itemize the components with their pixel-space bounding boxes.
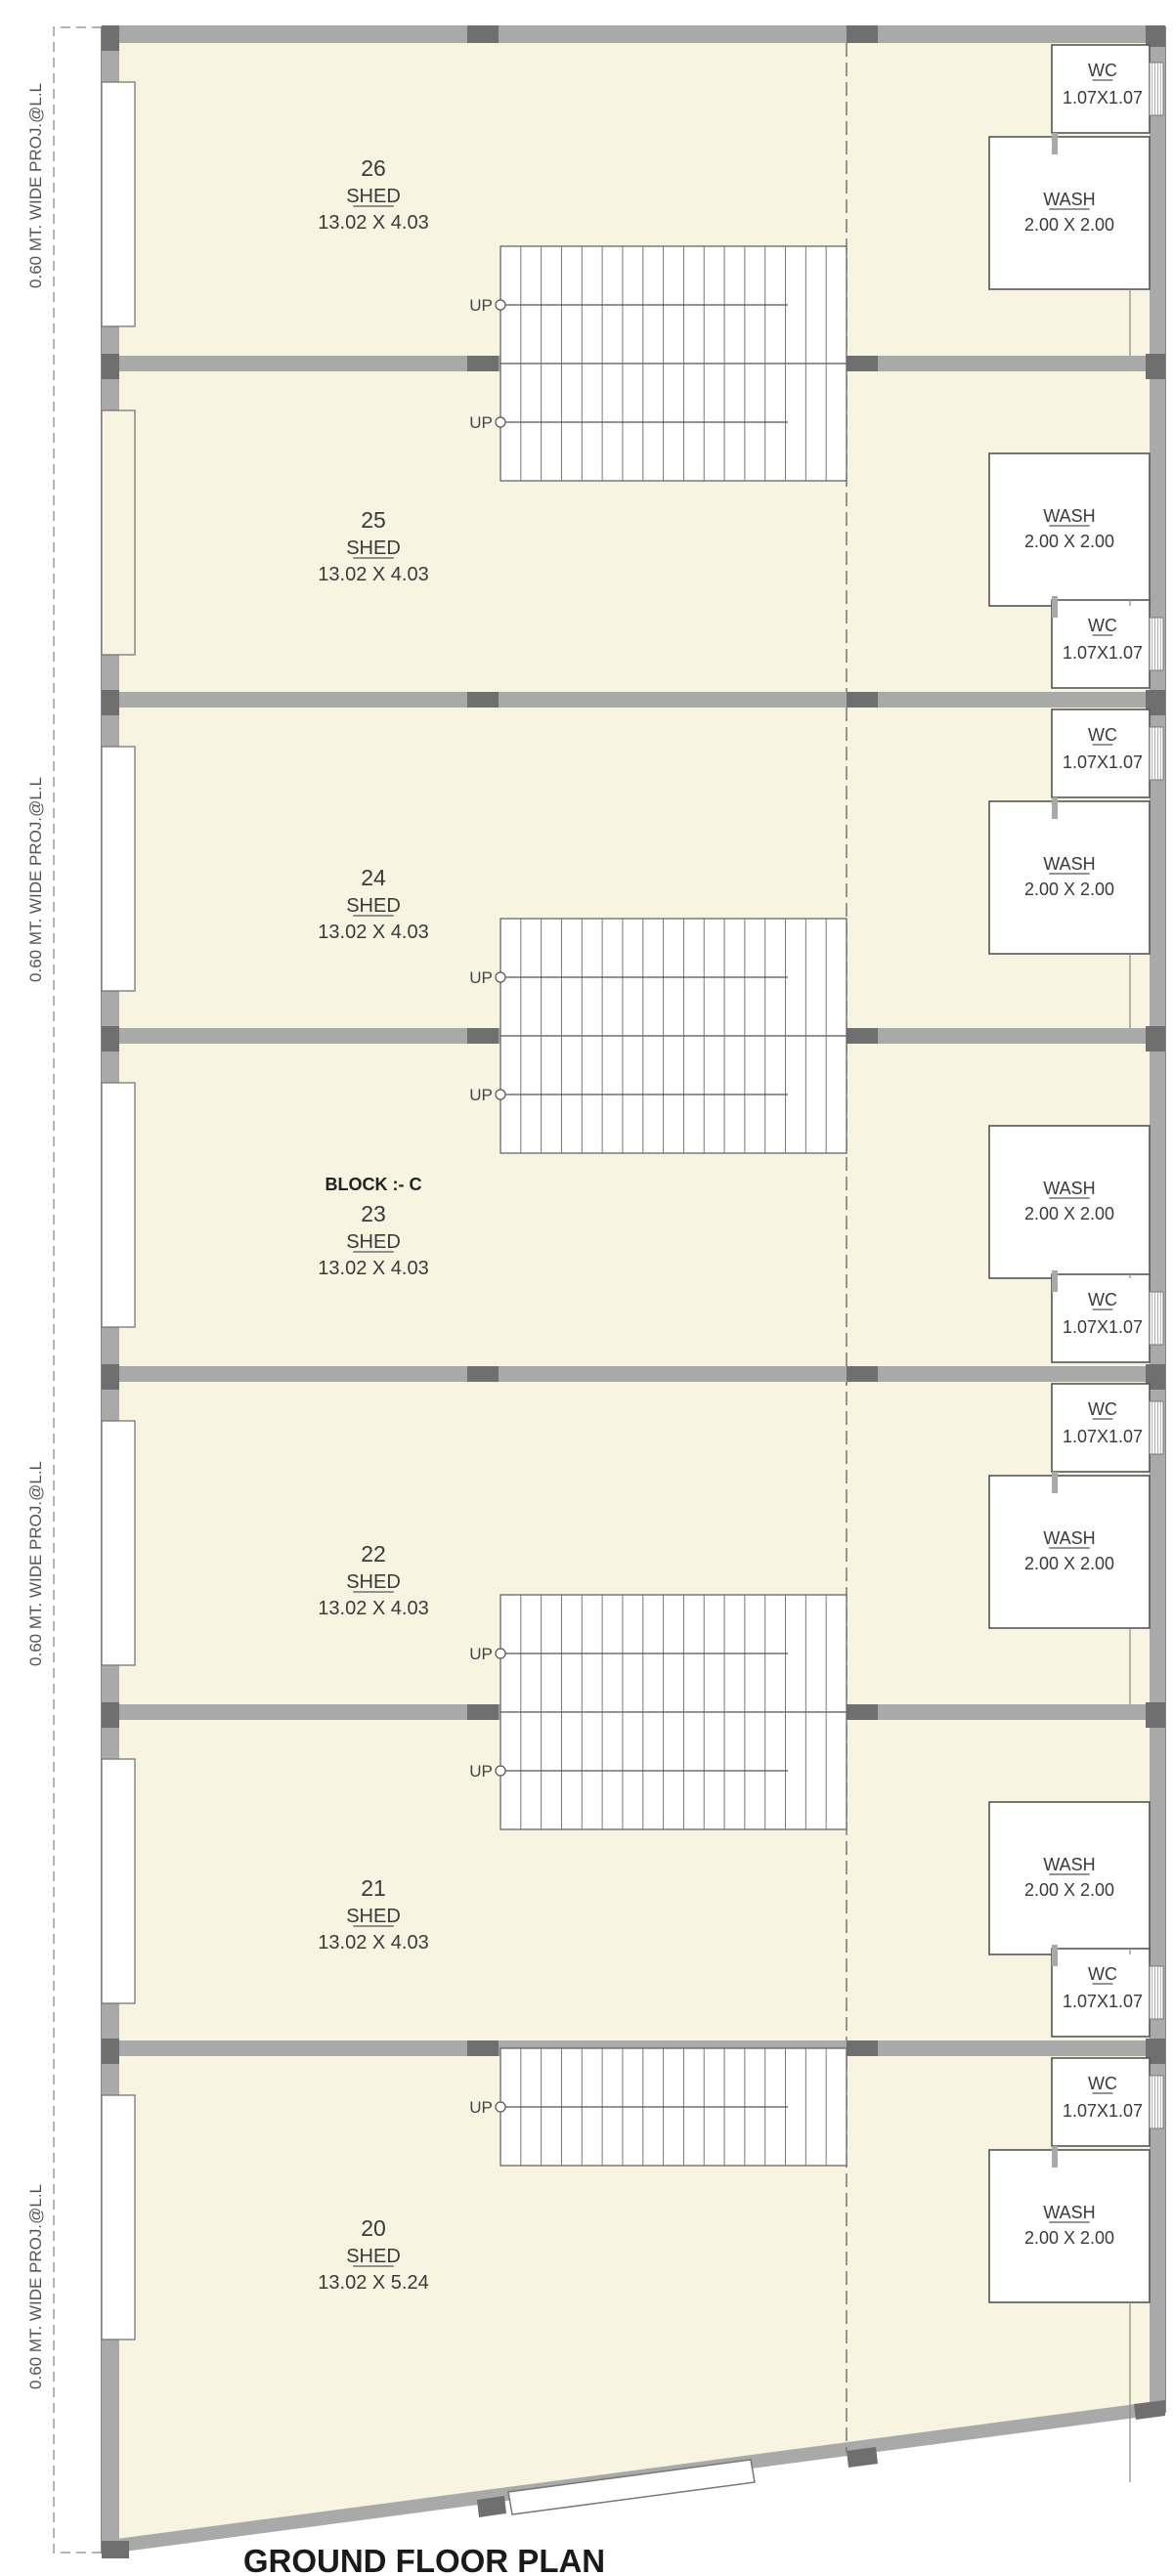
wc-size: 1.07X1.07: [1062, 88, 1144, 107]
wash-label: WASH: [1043, 1528, 1096, 1548]
unit-type: SHED: [346, 1571, 401, 1593]
column: [102, 1702, 119, 1728]
wc-vent: [1150, 727, 1163, 780]
unit-number: 24: [361, 865, 386, 890]
column: [102, 354, 119, 379]
unit-size: 13.02 X 4.03: [318, 922, 429, 943]
front-window: [102, 82, 135, 326]
column: [467, 1366, 499, 1382]
wc-vent: [1150, 1292, 1163, 1345]
unit-number: 25: [361, 507, 386, 533]
unit-type: SHED: [346, 1906, 401, 1927]
projection-notes: [26, 83, 45, 2389]
wc-label: WC: [1088, 61, 1117, 80]
unit-type: SHED: [346, 1231, 401, 1253]
projection-note-2: 0.60 MT. WIDE PROJ.@L.L: [26, 777, 45, 982]
column: [1146, 354, 1165, 379]
stair-up-label: UP: [469, 2098, 493, 2117]
column: [847, 1028, 878, 1044]
column: [847, 25, 878, 43]
column: [847, 1704, 878, 1720]
unit-type: SHED: [346, 537, 401, 559]
wash-room: [989, 137, 1150, 289]
wc-door-jamb: [1052, 797, 1058, 819]
wash-size: 2.00 X 2.00: [1023, 1554, 1115, 1573]
stair-start-marker: [496, 1766, 505, 1776]
stair-start-marker: [496, 2102, 505, 2112]
unit-number: 22: [361, 1541, 386, 1567]
wc-label: WC: [1088, 2074, 1117, 2093]
wc-door-jamb: [1052, 1270, 1058, 1292]
wc-door-jamb: [1052, 596, 1058, 618]
wash-size: 2.00 X 2.00: [1023, 1880, 1115, 1900]
unit-type: SHED: [346, 895, 401, 917]
column: [467, 25, 499, 43]
party-wall: [102, 692, 1165, 708]
wash-label: WASH: [1043, 506, 1096, 526]
column: [467, 1704, 499, 1720]
column: [847, 356, 878, 371]
projection-boundary: [54, 27, 102, 2553]
unit-type: SHED: [346, 186, 401, 207]
wc-vent: [1150, 63, 1163, 115]
wash-size: 2.00 X 2.00: [1023, 1204, 1115, 1224]
wash-size: 2.00 X 2.00: [1023, 532, 1115, 551]
top-wall: [102, 25, 1165, 43]
front-window: [102, 747, 135, 991]
column: [847, 1366, 878, 1382]
drawing-title: GROUND FLOOR PLAN: [242, 2543, 606, 2576]
unit-number: 26: [361, 155, 386, 181]
wc-size: 1.07X1.07: [1062, 1992, 1144, 2011]
front-window: [102, 1083, 135, 1327]
wc-label: WC: [1088, 1399, 1117, 1419]
stair-start-marker: [496, 972, 505, 982]
unit-number: 23: [361, 1201, 386, 1226]
column: [847, 2040, 878, 2056]
stair-up-label: UP: [469, 968, 493, 987]
wc-size: 1.07X1.07: [1062, 1427, 1144, 1446]
column: [102, 1364, 119, 1390]
wash-label: WASH: [1043, 2203, 1096, 2222]
front-window: [102, 410, 135, 655]
wc-label: WC: [1088, 1964, 1117, 1984]
wc-vent: [1150, 618, 1163, 670]
unit-size: 13.02 X 4.03: [318, 1258, 429, 1279]
wc-size: 1.07X1.07: [1062, 2101, 1144, 2121]
wash-label: WASH: [1043, 1179, 1096, 1198]
column: [102, 690, 119, 715]
column: [847, 692, 878, 708]
wash-label: WASH: [1043, 854, 1096, 874]
stair-up-label: UP: [469, 413, 493, 432]
unit-number: 21: [361, 1875, 386, 1901]
wc-door-jamb: [1052, 1472, 1058, 1493]
column: [1146, 1702, 1165, 1728]
unit-size: 13.02 X 5.24: [318, 2272, 429, 2294]
wash-room: [989, 2150, 1150, 2302]
column: [102, 2039, 119, 2064]
wc-label: WC: [1088, 1290, 1117, 1309]
wash-size: 2.00 X 2.00: [1023, 880, 1115, 899]
wc-size: 1.07X1.07: [1062, 752, 1144, 772]
wc-door-jamb: [1052, 2146, 1058, 2168]
block-label: BLOCK :- C: [325, 1175, 422, 1194]
wc-door-jamb: [1052, 133, 1058, 154]
wash-room: [989, 1802, 1150, 1954]
wc-label: WC: [1088, 616, 1117, 635]
stair-start-marker: [496, 300, 505, 310]
wc-vent: [1150, 2076, 1163, 2128]
wc-vent: [1150, 1401, 1163, 1454]
unit-size: 13.02 X 4.03: [318, 564, 429, 585]
front-window: [102, 2095, 135, 2340]
unit-number: 20: [361, 2215, 386, 2241]
wc-size: 1.07X1.07: [1062, 643, 1144, 663]
column: [467, 692, 499, 708]
stair-start-marker: [496, 417, 505, 427]
wash-room: [989, 1126, 1150, 1278]
column: [1146, 25, 1165, 47]
unit-size: 13.02 X 4.03: [318, 1598, 429, 1619]
stair-up-label: UP: [469, 296, 493, 315]
stair-up-label: UP: [469, 1086, 493, 1104]
column: [467, 356, 499, 371]
front-window: [102, 1421, 135, 1665]
projection-note-1: 0.60 MT. WIDE PROJ.@L.L: [26, 83, 45, 288]
wash-room: [989, 453, 1150, 606]
stair-start-marker: [496, 1090, 505, 1099]
wash-room: [989, 1476, 1150, 1628]
stair-up-label: UP: [469, 1762, 493, 1781]
stair-start-marker: [496, 1649, 505, 1658]
projection-note-3: 0.60 MT. WIDE PROJ.@L.L: [26, 1461, 45, 1666]
column: [102, 25, 119, 51]
wash-size: 2.00 X 2.00: [1023, 215, 1115, 235]
wc-vent: [1150, 1966, 1163, 2019]
column: [1146, 1026, 1165, 1052]
unit-size: 13.02 X 4.03: [318, 1932, 429, 1953]
column: [467, 2040, 499, 2056]
wash-room: [989, 801, 1150, 954]
projection-note-4: 0.60 MT. WIDE PROJ.@L.L: [26, 2184, 45, 2389]
wc-label: WC: [1088, 725, 1117, 745]
wash-label: WASH: [1043, 1855, 1096, 1874]
unit-size: 13.02 X 4.03: [318, 212, 429, 234]
column: [102, 2541, 129, 2558]
column: [467, 1028, 499, 1044]
wash-size: 2.00 X 2.00: [1023, 2228, 1115, 2248]
column: [102, 1026, 119, 1052]
front-window: [102, 1759, 135, 2003]
wc-door-jamb: [1052, 1945, 1058, 1966]
stair-up-label: UP: [469, 1645, 493, 1663]
party-wall: [102, 1366, 1165, 1382]
wc-size: 1.07X1.07: [1062, 1317, 1144, 1337]
wash-label: WASH: [1043, 190, 1096, 209]
unit-type: SHED: [346, 2246, 401, 2267]
